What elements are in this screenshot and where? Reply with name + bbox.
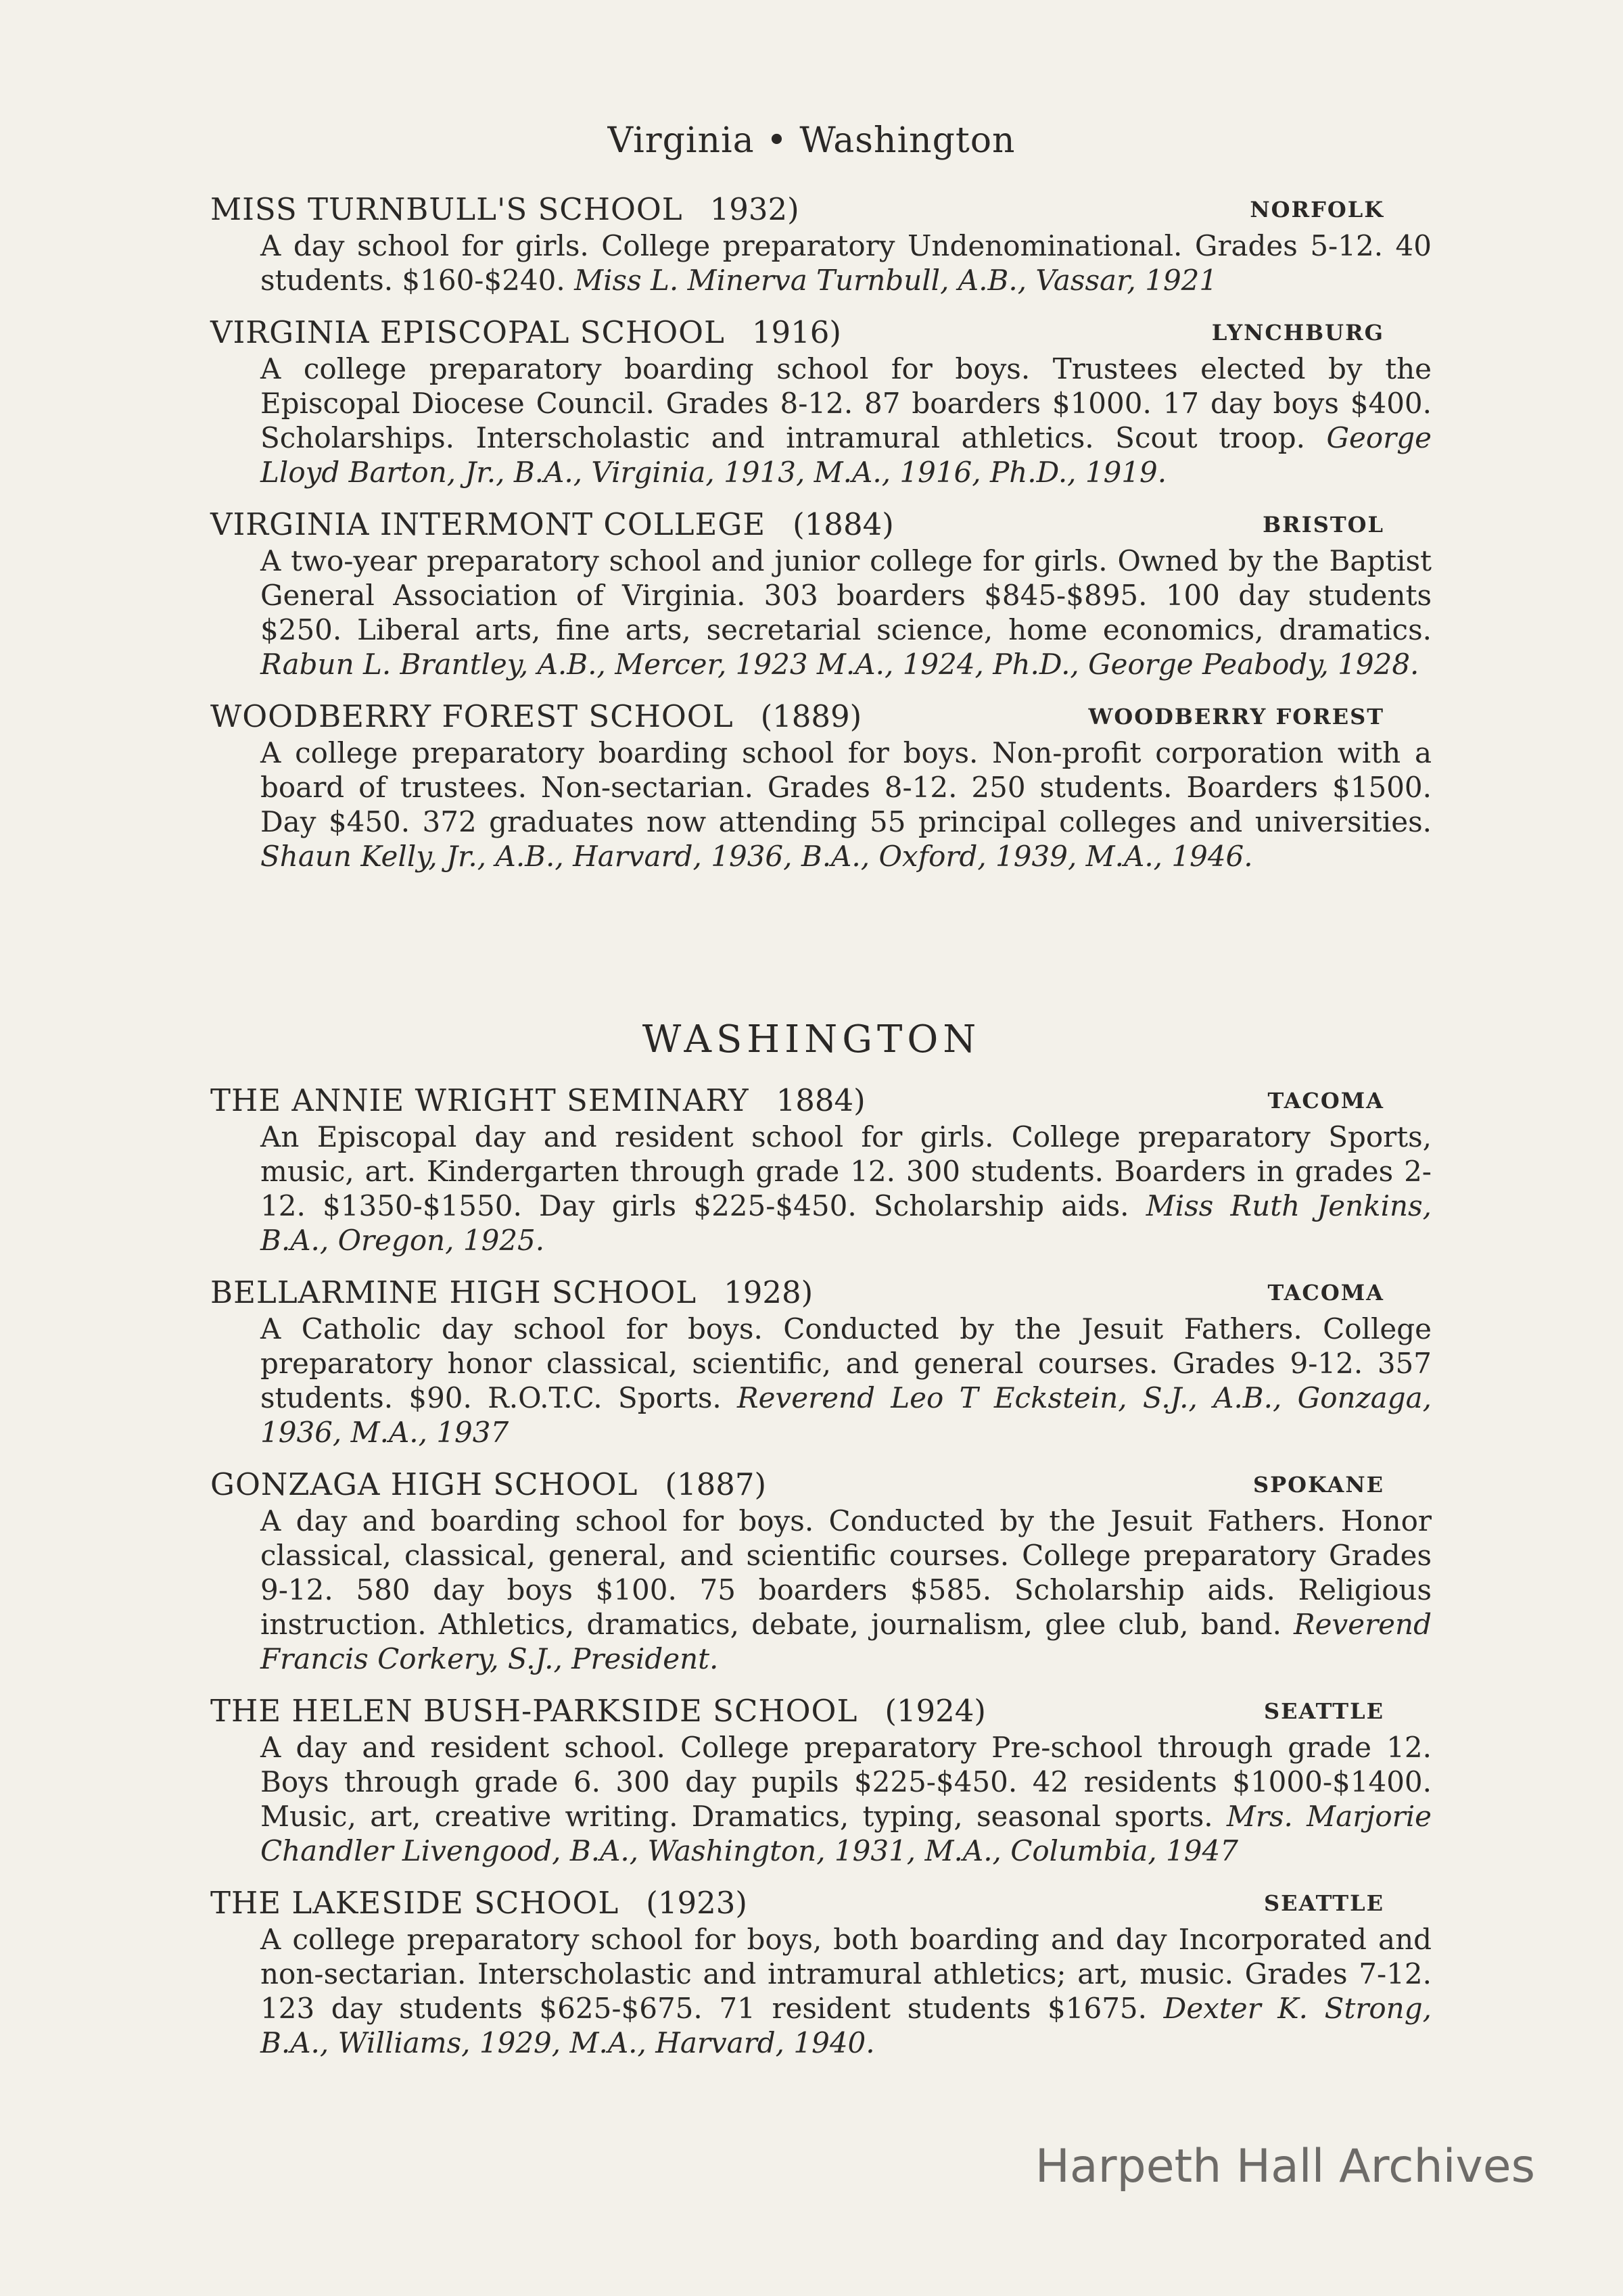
virginia-entries <box>210 191 1432 890</box>
head-of-school: Reverend Francis Corkery, S.J., President. <box>260 1608 1432 1675</box>
head-of-school: Mrs. Marjorie Chandler Livengood, B.A., Washington, 1931, M.A., Columbia, 1947 <box>260 1800 1432 1867</box>
description-text: A Catholic day school for boys. Conducted by the Jesuit Fathers. College preparatory honor classical, scientific, and general courses. Grades 9-12. 357 students. $90. R.O.T.C. Sports. <box>260 1312 1432 1414</box>
head-of-school: Shaun Kelly, Jr., A.B., Harvard, 1936, B.A., Oxford, 1939, M.A., 1946. <box>260 840 1253 873</box>
school-entry <box>210 1692 1432 1868</box>
school-name: WOODBERRY FOREST SCHOOL <box>210 698 734 734</box>
description-text: A day and boarding school for boys. Conducted by the Jesuit Fathers. Honor classical, classical, general, and scientific courses. College preparatory Grades 9-12. 580 day boys $100. 75 boarders $585. Scholarship aids. Religious instruction. Athletics, dramatics, debate, journalism, glee club, band. <box>260 1504 1432 1641</box>
school-entry <box>210 314 1432 489</box>
school-city: NORFOLK <box>1250 197 1384 222</box>
entry-heading <box>210 314 1432 352</box>
school-city: TACOMA <box>1267 1280 1384 1306</box>
head-of-school: George Lloyd Barton, Jr., B.A., Virginia, 1913, M.A., 1916, Ph.D., 1919. <box>260 421 1432 489</box>
entry-heading <box>210 698 1432 736</box>
founded-year: (1924) <box>885 1693 986 1729</box>
founded-year: (1884) <box>793 506 894 542</box>
head-of-school: Miss Ruth Jenkins, B.A., Oregon, 1925. <box>260 1189 1432 1257</box>
description-text: A day and resident school. College preparatory Pre-school through grade 12. Boys through grade 6. 300 day pupils $225-$450. 42 residents $1000-$1400. Music, art, creative writing. Dramatics, typing, seasonal sports. <box>260 1731 1432 1833</box>
entry-description <box>260 1120 1432 1258</box>
founded-year: (1889) <box>760 698 862 734</box>
school-city: LYNCHBURG <box>1211 320 1384 345</box>
school-name: THE LAKESIDE SCHOOL <box>210 1885 619 1921</box>
entry-description <box>260 1312 1432 1450</box>
founded-year: (1887) <box>665 1466 767 1502</box>
school-entry <box>210 1082 1432 1258</box>
school-city: BRISTOL <box>1263 512 1384 537</box>
description-text: A college preparatory boarding school for boys. Trustees elected by the Episcopal Diocese Council. Grades 8-12. 87 boarders $1000. 17 day boys $400. Scholarships. Interscholastic and intramural athletics. Scout troop. <box>260 352 1432 454</box>
entry-description <box>260 229 1432 297</box>
school-city: WOODBERRY FOREST <box>1088 704 1384 730</box>
school-entry <box>210 1274 1432 1450</box>
washington-entries <box>210 1082 1432 2076</box>
entry-heading <box>210 1466 1432 1504</box>
entry-heading <box>210 1082 1432 1120</box>
entry-heading <box>210 1884 1432 1922</box>
head-of-school: Rabun L. Brantley, A.B., Mercer, 1923 M.A., 1924, Ph.D., George Peabody, 1928. <box>260 648 1419 681</box>
school-name: GONZAGA HIGH SCHOOL <box>210 1466 638 1502</box>
founded-year: (1923) <box>646 1885 747 1921</box>
founded-year: 1884) <box>776 1082 866 1118</box>
school-entry <box>210 191 1432 297</box>
school-entry <box>210 1466 1432 1676</box>
school-name: VIRGINIA EPISCOPAL SCHOOL <box>210 314 725 350</box>
entry-description <box>260 544 1432 681</box>
section-title: WASHINGTON <box>642 1018 981 1061</box>
entry-description <box>260 1922 1432 2060</box>
school-name: VIRGINIA INTERMONT COLLEGE <box>210 506 766 542</box>
head-of-school: Reverend Leo T Eckstein, S.J., A.B., Gonzaga, 1936, M.A., 1937 <box>260 1381 1432 1449</box>
school-name: THE HELEN BUSH-PARKSIDE SCHOOL <box>210 1693 858 1729</box>
description-text: A college preparatory school for boys, both boarding and day Incorporated and non-sectarian. Interscholastic and intramural athletics; art, music. Grades 7-12. 123 day students $625-$675. 71 resident students $1675. <box>260 1923 1432 2025</box>
description-text: A two-year preparatory school and junior college for girls. Owned by the Baptist General Association of Virginia. 303 boarders $845-$895. 100 day students $250. Liberal arts, fine arts, secretarial science, home economics, dramatics. <box>260 544 1432 646</box>
entry-heading <box>210 506 1432 544</box>
school-city: TACOMA <box>1267 1088 1384 1114</box>
head-of-school: Miss L. Minerva Turnbull, A.B., Vassar, 1921 <box>574 264 1218 297</box>
school-city: SEATTLE <box>1264 1698 1384 1724</box>
running-head: Virginia • Washington <box>607 120 1016 161</box>
founded-year: 1928) <box>724 1274 814 1310</box>
head-of-school: Dexter K. Strong, B.A., Williams, 1929, M.A., Harvard, 1940. <box>260 1992 1432 2059</box>
description-text: A college preparatory boarding school for boys. Non-profit corporation with a board of trustees. Non-sectarian. Grades 8-12. 250 students. Boarders $1500. Day $450. 372 graduates now attending 55 principal colleges and universities. <box>260 736 1432 838</box>
entry-description <box>260 736 1432 874</box>
school-entry <box>210 698 1432 874</box>
entry-heading <box>210 1274 1432 1312</box>
entry-heading <box>210 1692 1432 1730</box>
description-text: An Episcopal day and resident school for girls. College preparatory Sports, music, art. Kindergarten through grade 12. 300 students. Boarders in grades 2-12. $1350-$1550. Day girls $225-$450. Scholarship aids. <box>260 1120 1432 1222</box>
school-entry <box>210 506 1432 681</box>
school-city: SPOKANE <box>1252 1472 1384 1498</box>
founded-year: 1932) <box>709 191 799 227</box>
archive-watermark: Harpeth Hall Archives <box>1035 2140 1535 2193</box>
school-name: MISS TURNBULL'S SCHOOL <box>210 191 683 227</box>
school-city: SEATTLE <box>1264 1890 1384 1916</box>
entry-description <box>260 1504 1432 1676</box>
entry-heading <box>210 191 1432 229</box>
school-name: THE ANNIE WRIGHT SEMINARY <box>210 1082 749 1118</box>
school-name: BELLARMINE HIGH SCHOOL <box>210 1274 697 1310</box>
entry-description <box>260 1730 1432 1868</box>
school-entry <box>210 1884 1432 2060</box>
entry-description <box>260 352 1432 489</box>
description-text: A day school for girls. College preparatory Undenominational. Grades 5-12. 40 students. $160-$240. <box>260 229 1432 297</box>
founded-year: 1916) <box>751 314 841 350</box>
